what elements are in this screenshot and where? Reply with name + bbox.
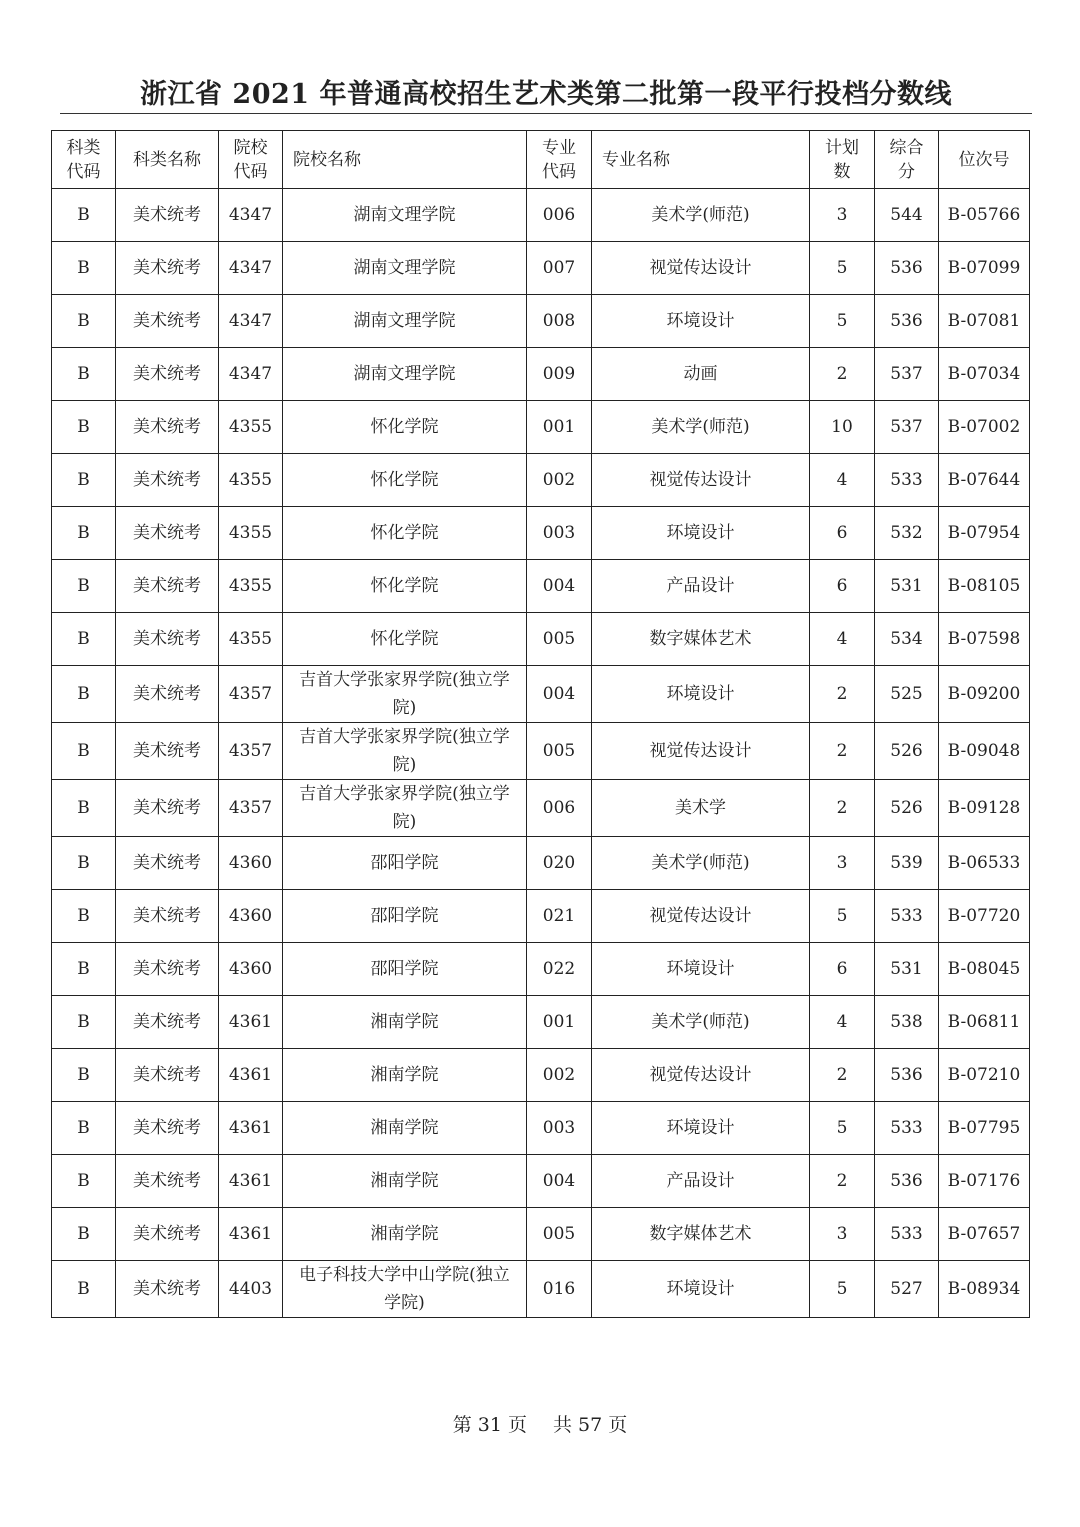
cell-score: 537 (875, 348, 939, 401)
cell-rank: B-08934 (939, 1261, 1030, 1318)
cell-plan: 2 (810, 348, 875, 401)
cell-category-code: B (52, 613, 116, 666)
table-row (52, 189, 1030, 242)
table-row (52, 348, 1030, 401)
table-body (52, 189, 1030, 1318)
cell-major-code: 003 (527, 1102, 592, 1155)
cell-school-code: 4360 (219, 943, 283, 996)
cell-school-code: 4361 (219, 996, 283, 1049)
cell-category-name: 美术统考 (116, 1049, 219, 1102)
cell-major-code: 001 (527, 401, 592, 454)
cell-major-name: 视觉传达设计 (592, 454, 810, 507)
cell-school-name: 湘南学院 (283, 1102, 527, 1155)
cell-school-code: 4360 (219, 890, 283, 943)
table-row (52, 1102, 1030, 1155)
cell-category-code: B (52, 666, 116, 723)
cell-school-code: 4355 (219, 454, 283, 507)
cell-major-code: 001 (527, 996, 592, 1049)
cell-plan: 2 (810, 1155, 875, 1208)
cell-category-name: 美术统考 (116, 1102, 219, 1155)
cell-score: 538 (875, 996, 939, 1049)
cell-major-name: 视觉传达设计 (592, 723, 810, 780)
cell-rank: B-08045 (939, 943, 1030, 996)
cell-plan: 5 (810, 890, 875, 943)
cell-category-code: B (52, 1049, 116, 1102)
cell-major-name: 美术学(师范) (592, 189, 810, 242)
header-plan: 计划 数 (810, 131, 875, 189)
cell-category-name: 美术统考 (116, 996, 219, 1049)
cell-score: 544 (875, 189, 939, 242)
cell-plan: 2 (810, 723, 875, 780)
cell-score: 527 (875, 1261, 939, 1318)
table-row (52, 1155, 1030, 1208)
cell-category-name: 美术统考 (116, 348, 219, 401)
cell-plan: 2 (810, 1049, 875, 1102)
cell-plan: 2 (810, 780, 875, 837)
cell-plan: 6 (810, 943, 875, 996)
cell-category-name: 美术统考 (116, 1261, 219, 1318)
cell-major-name: 产品设计 (592, 560, 810, 613)
cell-major-name: 美术学(师范) (592, 401, 810, 454)
cell-school-name: 湘南学院 (283, 1049, 527, 1102)
cell-rank: B-07644 (939, 454, 1030, 507)
cell-major-code: 009 (527, 348, 592, 401)
table-row (52, 613, 1030, 666)
cell-category-name: 美术统考 (116, 401, 219, 454)
cell-school-code: 4357 (219, 780, 283, 837)
cell-score: 533 (875, 454, 939, 507)
table-row (52, 1049, 1030, 1102)
cell-major-name: 美术学(师范) (592, 837, 810, 890)
cell-plan: 6 (810, 507, 875, 560)
cell-category-code: B (52, 723, 116, 780)
cell-category-name: 美术统考 (116, 507, 219, 560)
cell-category-name: 美术统考 (116, 837, 219, 890)
page-total: 共 57 页 (553, 1414, 628, 1436)
cell-plan: 3 (810, 1208, 875, 1261)
cell-major-name: 环境设计 (592, 1102, 810, 1155)
cell-major-name: 动画 (592, 348, 810, 401)
cell-school-name: 湖南文理学院 (283, 242, 527, 295)
table-row (52, 837, 1030, 890)
cell-major-code: 007 (527, 242, 592, 295)
cell-plan: 4 (810, 996, 875, 1049)
cell-major-code: 002 (527, 1049, 592, 1102)
cell-rank: B-07099 (939, 242, 1030, 295)
cell-school-code: 4360 (219, 837, 283, 890)
cell-major-code: 004 (527, 560, 592, 613)
cell-major-name: 环境设计 (592, 943, 810, 996)
cell-major-code: 016 (527, 1261, 592, 1318)
cell-category-name: 美术统考 (116, 613, 219, 666)
cell-major-code: 003 (527, 507, 592, 560)
cell-school-code: 4355 (219, 507, 283, 560)
cell-rank: B-07795 (939, 1102, 1030, 1155)
cell-category-code: B (52, 1208, 116, 1261)
cell-score: 526 (875, 723, 939, 780)
cell-school-code: 4355 (219, 560, 283, 613)
cell-major-code: 006 (527, 780, 592, 837)
cell-major-name: 环境设计 (592, 666, 810, 723)
cell-category-code: B (52, 996, 116, 1049)
cell-rank: B-06811 (939, 996, 1030, 1049)
cell-category-name: 美术统考 (116, 1208, 219, 1261)
cell-major-name: 视觉传达设计 (592, 1049, 810, 1102)
cell-score: 531 (875, 943, 939, 996)
cell-category-code: B (52, 348, 116, 401)
cell-score: 536 (875, 242, 939, 295)
table-row (52, 1208, 1030, 1261)
cell-plan: 5 (810, 295, 875, 348)
cell-school-name: 电子科技大学中山学院(独立学院) (283, 1261, 527, 1318)
cell-school-code: 4347 (219, 295, 283, 348)
cell-rank: B-06533 (939, 837, 1030, 890)
cell-major-code: 004 (527, 666, 592, 723)
cell-major-name: 环境设计 (592, 507, 810, 560)
table-row (52, 454, 1030, 507)
cell-school-name: 湖南文理学院 (283, 348, 527, 401)
cell-major-code: 022 (527, 943, 592, 996)
cell-category-code: B (52, 295, 116, 348)
cell-school-name: 湖南文理学院 (283, 295, 527, 348)
page-title: 浙江省 2021 年普通高校招生艺术类第二批第一段平行投档分数线 (140, 79, 952, 110)
cell-school-code: 4361 (219, 1102, 283, 1155)
table-row (52, 507, 1030, 560)
cell-plan: 4 (810, 613, 875, 666)
page-footer (0, 1410, 1080, 1437)
cell-category-code: B (52, 837, 116, 890)
cell-school-name: 湘南学院 (283, 1208, 527, 1261)
header-score: 综合 分 (875, 131, 939, 189)
table-row (52, 996, 1030, 1049)
cell-school-code: 4403 (219, 1261, 283, 1318)
cell-major-code: 005 (527, 723, 592, 780)
cell-rank: B-05766 (939, 189, 1030, 242)
cell-school-code: 4361 (219, 1049, 283, 1102)
title-divider (60, 113, 1032, 114)
cell-rank: B-07034 (939, 348, 1030, 401)
cell-category-code: B (52, 1155, 116, 1208)
table-row (52, 890, 1030, 943)
cell-score: 533 (875, 890, 939, 943)
cell-rank: B-07598 (939, 613, 1030, 666)
cell-score: 525 (875, 666, 939, 723)
cell-major-name: 产品设计 (592, 1155, 810, 1208)
table-row (52, 242, 1030, 295)
cell-school-code: 4361 (219, 1208, 283, 1261)
header-category-code: 科类 代码 (52, 131, 116, 189)
header-school-code: 院校 代码 (219, 131, 283, 189)
cell-category-code: B (52, 560, 116, 613)
cell-plan: 6 (810, 560, 875, 613)
cell-rank: B-07002 (939, 401, 1030, 454)
cell-school-name: 湘南学院 (283, 996, 527, 1049)
cell-major-name: 美术学 (592, 780, 810, 837)
cell-category-code: B (52, 780, 116, 837)
table-row (52, 723, 1030, 780)
cell-rank: B-07657 (939, 1208, 1030, 1261)
cell-school-name: 怀化学院 (283, 507, 527, 560)
cell-major-name: 数字媒体艺术 (592, 1208, 810, 1261)
table-row (52, 780, 1030, 837)
cell-rank: B-07176 (939, 1155, 1030, 1208)
cell-school-code: 4355 (219, 613, 283, 666)
cell-category-name: 美术统考 (116, 454, 219, 507)
cell-rank: B-09200 (939, 666, 1030, 723)
cell-rank: B-09128 (939, 780, 1030, 837)
cell-major-name: 视觉传达设计 (592, 242, 810, 295)
cell-school-code: 4347 (219, 189, 283, 242)
table-header-row (52, 131, 1030, 189)
cell-school-name: 邵阳学院 (283, 890, 527, 943)
cell-score: 536 (875, 1049, 939, 1102)
cell-major-code: 005 (527, 1208, 592, 1261)
cell-rank: B-07954 (939, 507, 1030, 560)
cell-category-name: 美术统考 (116, 780, 219, 837)
cell-rank: B-07210 (939, 1049, 1030, 1102)
header-rank: 位次号 (939, 131, 1030, 189)
cell-plan: 5 (810, 242, 875, 295)
cell-rank: B-07720 (939, 890, 1030, 943)
table-row (52, 943, 1030, 996)
cell-school-name: 湖南文理学院 (283, 189, 527, 242)
header-category-name: 科类名称 (116, 131, 219, 189)
cell-major-code: 004 (527, 1155, 592, 1208)
cell-score: 536 (875, 295, 939, 348)
cell-rank: B-07081 (939, 295, 1030, 348)
table-row (52, 560, 1030, 613)
cell-category-name: 美术统考 (116, 1155, 219, 1208)
cell-category-code: B (52, 454, 116, 507)
table-row (52, 666, 1030, 723)
header-major-code: 专业 代码 (527, 131, 592, 189)
cell-category-name: 美术统考 (116, 723, 219, 780)
cell-school-name: 吉首大学张家界学院(独立学院) (283, 780, 527, 837)
cell-school-name: 吉首大学张家界学院(独立学院) (283, 723, 527, 780)
cell-plan: 5 (810, 1102, 875, 1155)
cell-school-name: 怀化学院 (283, 401, 527, 454)
cell-major-name: 环境设计 (592, 1261, 810, 1318)
cell-category-code: B (52, 890, 116, 943)
cell-category-name: 美术统考 (116, 890, 219, 943)
cell-score: 534 (875, 613, 939, 666)
cell-score: 526 (875, 780, 939, 837)
cell-category-code: B (52, 1102, 116, 1155)
cell-school-code: 4355 (219, 401, 283, 454)
cell-school-name: 怀化学院 (283, 560, 527, 613)
cell-major-name: 美术学(师范) (592, 996, 810, 1049)
cell-school-name: 怀化学院 (283, 613, 527, 666)
cell-category-name: 美术统考 (116, 560, 219, 613)
cell-score: 539 (875, 837, 939, 890)
cell-major-code: 002 (527, 454, 592, 507)
cell-plan: 2 (810, 666, 875, 723)
table-row (52, 401, 1030, 454)
cell-category-name: 美术统考 (116, 666, 219, 723)
cell-major-code: 005 (527, 613, 592, 666)
cell-major-code: 008 (527, 295, 592, 348)
page-number: 第 31 页 (452, 1414, 527, 1436)
header-school-name: 院校名称 (283, 131, 527, 189)
cell-category-code: B (52, 242, 116, 295)
cell-plan: 5 (810, 1261, 875, 1318)
cell-score: 536 (875, 1155, 939, 1208)
cell-major-code: 020 (527, 837, 592, 890)
cell-major-name: 视觉传达设计 (592, 890, 810, 943)
cell-major-name: 环境设计 (592, 295, 810, 348)
cell-score: 532 (875, 507, 939, 560)
header-major-name: 专业名称 (592, 131, 810, 189)
table-row (52, 295, 1030, 348)
cell-score: 531 (875, 560, 939, 613)
cell-category-name: 美术统考 (116, 242, 219, 295)
cell-plan: 10 (810, 401, 875, 454)
cell-school-code: 4357 (219, 666, 283, 723)
cell-category-code: B (52, 507, 116, 560)
cell-major-code: 006 (527, 189, 592, 242)
cell-category-code: B (52, 943, 116, 996)
cell-plan: 4 (810, 454, 875, 507)
cell-score: 533 (875, 1102, 939, 1155)
cell-category-name: 美术统考 (116, 295, 219, 348)
cell-school-name: 邵阳学院 (283, 943, 527, 996)
cell-plan: 3 (810, 837, 875, 890)
score-table (51, 130, 1030, 1318)
cell-score: 533 (875, 1208, 939, 1261)
cell-category-name: 美术统考 (116, 189, 219, 242)
cell-rank: B-08105 (939, 560, 1030, 613)
cell-school-code: 4347 (219, 348, 283, 401)
cell-school-code: 4347 (219, 242, 283, 295)
cell-category-name: 美术统考 (116, 943, 219, 996)
cell-school-name: 吉首大学张家界学院(独立学院) (283, 666, 527, 723)
cell-rank: B-09048 (939, 723, 1030, 780)
cell-score: 537 (875, 401, 939, 454)
cell-major-name: 数字媒体艺术 (592, 613, 810, 666)
cell-plan: 3 (810, 189, 875, 242)
table-row (52, 1261, 1030, 1318)
cell-school-code: 4361 (219, 1155, 283, 1208)
cell-school-name: 湘南学院 (283, 1155, 527, 1208)
cell-school-name: 怀化学院 (283, 454, 527, 507)
cell-category-code: B (52, 189, 116, 242)
cell-category-code: B (52, 1261, 116, 1318)
cell-category-code: B (52, 401, 116, 454)
cell-school-name: 邵阳学院 (283, 837, 527, 890)
cell-major-code: 021 (527, 890, 592, 943)
cell-school-code: 4357 (219, 723, 283, 780)
